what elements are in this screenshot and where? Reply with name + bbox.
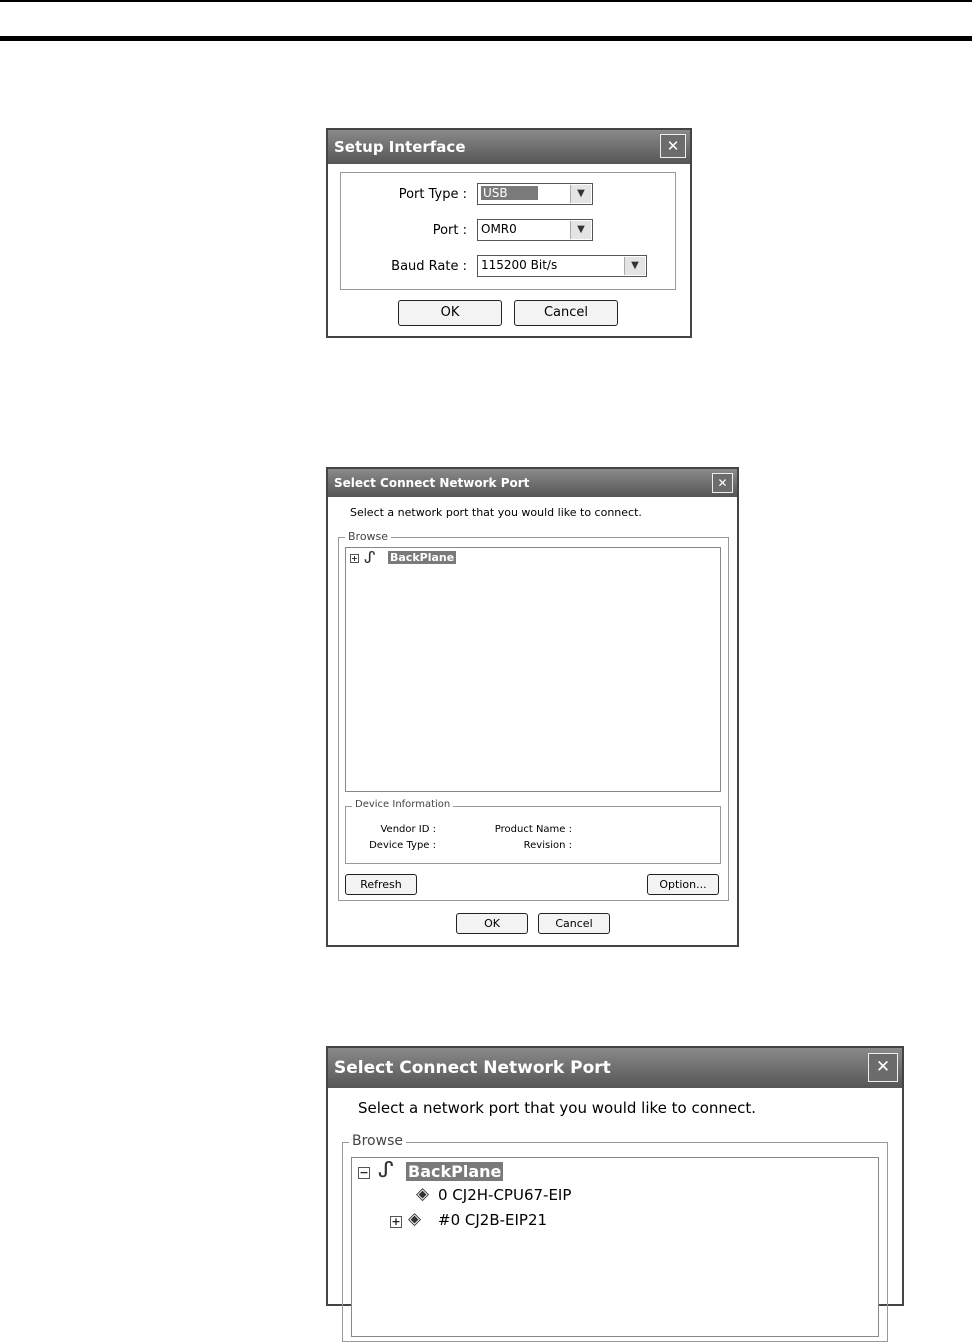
- title-bar[interactable]: [328, 469, 737, 497]
- device-module-icon: ◈: [408, 1209, 422, 1229]
- close-button[interactable]: ✕: [868, 1053, 898, 1082]
- port-label: Port :: [432, 223, 467, 238]
- close-button[interactable]: ✕: [712, 473, 733, 493]
- ok-button[interactable]: OK: [398, 300, 502, 326]
- header-rule-thin: [0, 0, 972, 2]
- network-cable-icon: ᔑ: [378, 1158, 394, 1183]
- chevron-down-icon[interactable]: ▼: [570, 221, 591, 239]
- browse-group: [342, 1133, 888, 1342]
- tree-node-eip-unit[interactable]: #0 CJ2B-EIP21: [438, 1211, 548, 1229]
- tree-node-backplane[interactable]: BackPlane: [390, 551, 455, 564]
- setup-interface-dialog: [326, 128, 692, 338]
- network-tree[interactable]: [351, 1157, 879, 1337]
- browse-label: Browse: [349, 1133, 406, 1149]
- dialog-title: Select Connect Network Port: [334, 1058, 611, 1078]
- device-module-icon: ◈: [416, 1184, 430, 1204]
- port-type-select[interactable]: [477, 183, 593, 205]
- revision-label: Revision :: [523, 840, 572, 851]
- cancel-button[interactable]: Cancel: [514, 300, 618, 326]
- select-network-port-dialog: [326, 467, 739, 947]
- option-button[interactable]: Option...: [647, 874, 719, 895]
- network-tree[interactable]: [345, 547, 721, 792]
- port-value: OMR0: [481, 222, 517, 236]
- instruction-text: Select a network port that you would like to connect.: [350, 506, 642, 519]
- close-button[interactable]: ✕: [660, 134, 686, 158]
- title-bar[interactable]: [328, 1048, 902, 1088]
- tree-node-cpu[interactable]: 0 CJ2H-CPU67-EIP: [438, 1186, 572, 1204]
- settings-panel: [340, 172, 676, 290]
- header-rule-thick: [0, 36, 972, 41]
- device-information-group: [345, 799, 721, 864]
- baud-rate-value: 115200 Bit/s: [481, 258, 558, 272]
- dialog-title: Select Connect Network Port: [334, 476, 530, 490]
- baud-rate-label: Baud Rate :: [391, 259, 467, 274]
- tree-node-backplane[interactable]: BackPlane: [408, 1162, 502, 1181]
- select-network-port-dialog-expanded: [326, 1046, 904, 1306]
- port-type-value: USB: [481, 186, 538, 200]
- vendor-id-label: Vendor ID :: [380, 824, 436, 835]
- ok-button[interactable]: OK: [456, 913, 528, 934]
- baud-rate-select[interactable]: [477, 255, 647, 277]
- title-bar[interactable]: [328, 130, 690, 164]
- cancel-button[interactable]: Cancel: [538, 913, 610, 934]
- dialog-title: Setup Interface: [334, 138, 466, 156]
- device-type-label: Device Type :: [369, 840, 436, 851]
- network-cable-icon: ᔑ: [364, 548, 376, 567]
- expand-icon[interactable]: +: [391, 1215, 401, 1228]
- instruction-text: Select a network port that you would like to connect.: [358, 1099, 757, 1117]
- expand-icon[interactable]: +: [351, 554, 358, 563]
- chevron-down-icon[interactable]: ▼: [570, 185, 591, 203]
- collapse-icon[interactable]: −: [359, 1166, 369, 1179]
- port-type-label: Port Type :: [398, 187, 467, 202]
- port-select[interactable]: [477, 219, 593, 241]
- refresh-button[interactable]: Refresh: [345, 874, 417, 895]
- device-information-label: Device Information: [352, 799, 453, 810]
- browse-group: [338, 530, 729, 901]
- browse-label: Browse: [345, 530, 391, 543]
- chevron-down-icon[interactable]: ▼: [624, 257, 645, 275]
- product-name-label: Product Name :: [494, 824, 572, 835]
